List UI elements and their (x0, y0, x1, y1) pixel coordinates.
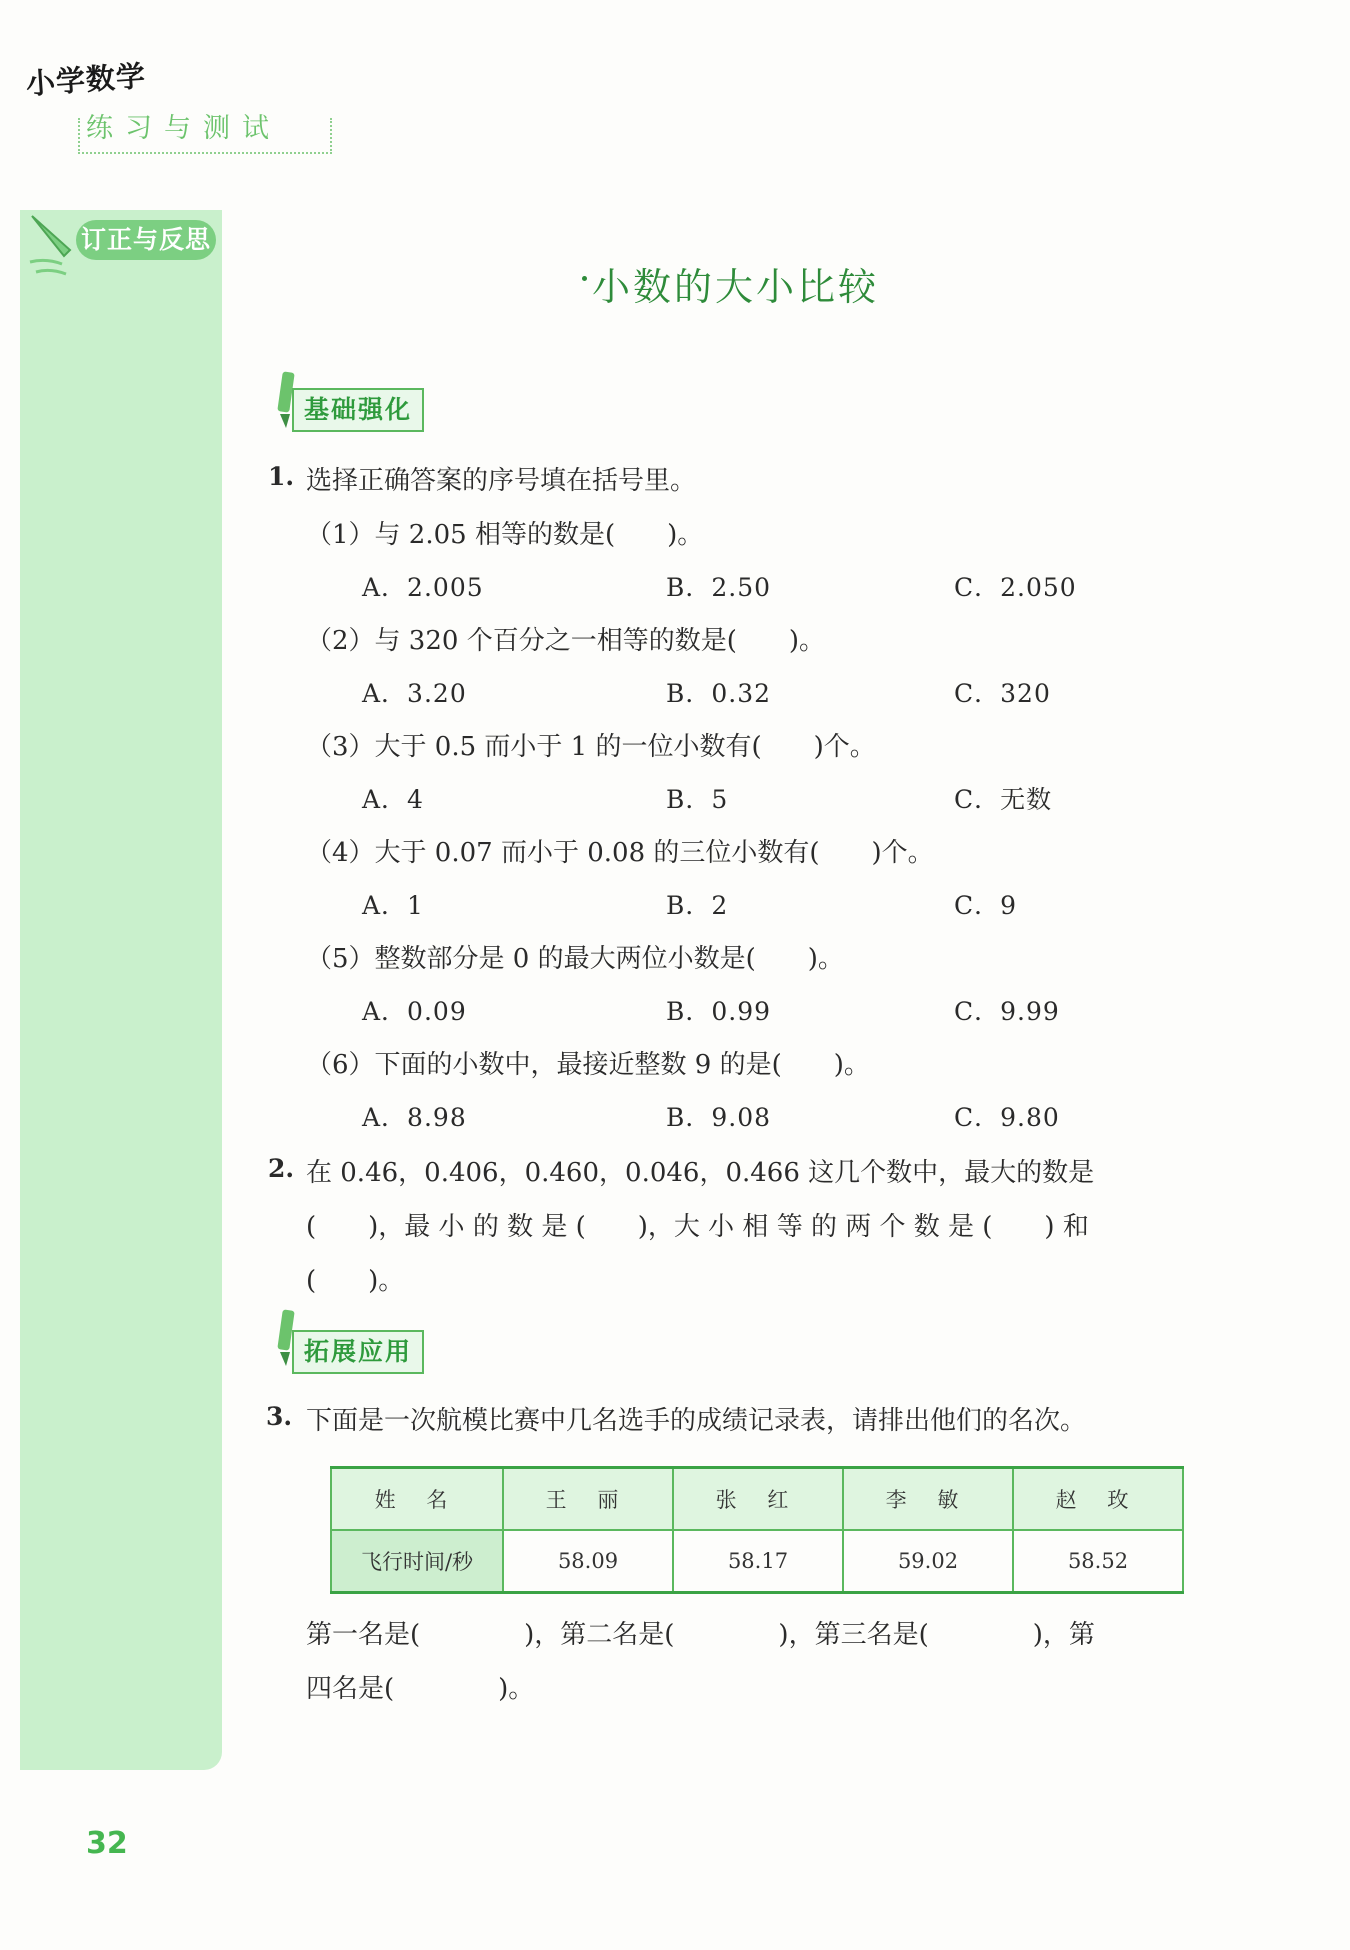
option-b: B．2 (666, 891, 729, 920)
brand-frame (78, 118, 332, 154)
subquestion-stem: （5）整数部分是 0 的最大两位小数是( )。 (306, 944, 844, 974)
option-b: B．5 (666, 785, 729, 814)
option-c: C．9 (954, 891, 1018, 920)
table-header-cell: 赵 玫 (1013, 1468, 1183, 1531)
subquestion-stem: （4）大于 0.07 而小于 0.08 的三位小数有( )个。 (306, 838, 934, 868)
option-c: C．9.99 (954, 997, 1060, 1026)
option-a: A．4 (362, 785, 424, 814)
table-header-cell: 姓 名 (331, 1468, 503, 1531)
brand-title: 小学数学 (24, 58, 148, 101)
option-a: A．1 (362, 891, 424, 920)
table-header-cell: 张 红 (673, 1468, 843, 1531)
question-number: 3. (266, 1402, 293, 1431)
title-bullet (582, 276, 587, 281)
table-cell: 58.52 (1013, 1530, 1183, 1593)
table-header-cell: 李 敏 (843, 1468, 1013, 1531)
option-a: A．3.20 (362, 679, 467, 708)
option-b: B．2.50 (666, 573, 772, 602)
section-extended: 拓展应用 (292, 1330, 424, 1374)
option-a: A．0.09 (362, 997, 467, 1026)
table-row-label: 飞行时间/秒 (331, 1530, 503, 1593)
correction-sidebar (20, 210, 222, 1770)
table-header-cell: 王 丽 (503, 1468, 673, 1531)
question-number: 2. (268, 1154, 295, 1183)
question-number: 1. (268, 462, 295, 491)
question-text: 下面是一次航模比赛中几名选手的成绩记录表，请排出他们的名次。 (306, 1406, 1087, 1436)
option-b: B．0.99 (666, 997, 772, 1026)
table-cell: 58.17 (673, 1530, 843, 1593)
option-a: A．2.005 (362, 573, 484, 602)
option-c: C．无数 (954, 785, 1053, 814)
subquestion-stem: （3）大于 0.5 而小于 1 的一位小数有( )个。 (306, 732, 876, 762)
option-b: B．9.08 (666, 1103, 772, 1132)
subquestion-stem: （1）与 2.05 相等的数是( )。 (306, 520, 704, 550)
option-c: C．9.80 (954, 1103, 1060, 1132)
table-cell: 59.02 (843, 1530, 1013, 1593)
subquestion-stem: （6）下面的小数中，最接近整数 9 的是( )。 (306, 1050, 870, 1080)
question-text: ( )。 (306, 1266, 405, 1296)
question-text: 选择正确答案的序号填在括号里。 (306, 466, 697, 496)
answer-line: 第一名是( )，第二名是( )，第三名是( )，第 (306, 1620, 1095, 1650)
table-row (331, 1530, 1183, 1593)
question-text: 在 0.46，0.406，0.460，0.046，0.466 这几个数中，最大的数是 (306, 1158, 1095, 1188)
subquestion-stem: （2）与 320 个百分之一相等的数是( )。 (306, 626, 825, 656)
page-title: 小数的大小比较 (592, 265, 880, 309)
page-number: 32 (86, 1826, 128, 1861)
correction-badge: 订正与反思 (76, 220, 216, 260)
option-c: C．320 (954, 679, 1051, 708)
table-cell: 58.09 (503, 1530, 673, 1593)
brand-frame-left (78, 118, 82, 154)
brand-subtitle: 练习与测试 (86, 113, 281, 144)
results-table (330, 1466, 1184, 1594)
option-b: B．0.32 (666, 679, 772, 708)
option-c: C．2.050 (954, 573, 1077, 602)
section-basic: 基础强化 (292, 388, 424, 432)
option-a: A．8.98 (362, 1103, 467, 1132)
answer-line: 四名是( )。 (306, 1674, 535, 1704)
question-text: ( )，最 小 的 数 是 ( )，大 小 相 等 的 两 个 数 是 ( ) 和 (306, 1212, 1089, 1242)
table-header-row (331, 1468, 1183, 1531)
